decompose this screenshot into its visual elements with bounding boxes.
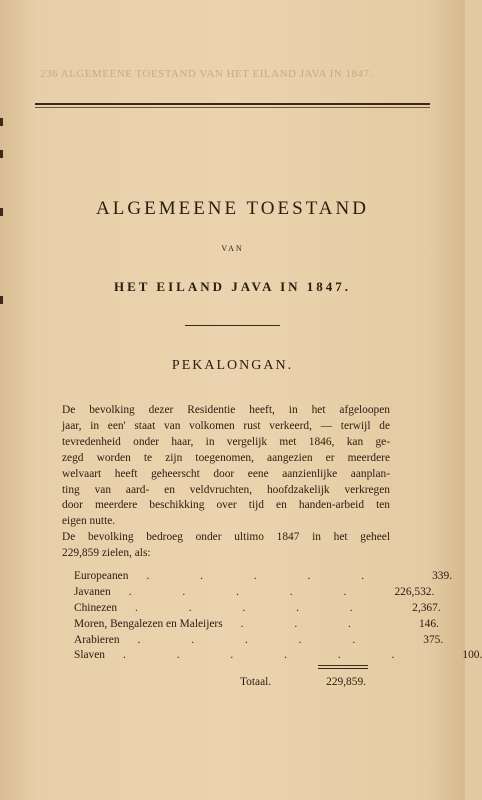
binding-mark — [0, 150, 3, 158]
paragraph-population-state — [62, 403, 390, 530]
text-line: ting van aard- en veldvruchten, hoofdzakelijk verkregen — [62, 483, 390, 496]
header-double-rule — [35, 103, 430, 105]
population-row — [74, 601, 441, 617]
text-line: eigen nutte. — [62, 515, 116, 528]
population-value: 226,532. — [394, 585, 435, 598]
leader-dots: . . . . . — [137, 633, 380, 646]
total-label: Totaal. — [240, 676, 272, 688]
population-row — [74, 585, 435, 601]
population-table — [74, 569, 482, 664]
total-row — [240, 676, 366, 688]
binding-mark — [0, 118, 3, 126]
binding-mark — [0, 296, 3, 304]
population-value: 339. — [432, 570, 453, 582]
text-line: zegd worden te zijn toegenomen, aangezien er meerdere — [62, 451, 390, 464]
title-connector: VAN — [221, 244, 244, 253]
text-line: De bevolking dezer Residentie heeft, in het afgeloopen — [62, 404, 390, 416]
population-value: 146. — [418, 617, 439, 630]
population-value: 375. — [423, 633, 444, 646]
population-group: Moren, Bengalezen en Maleijers — [74, 617, 223, 630]
text-line: jaar, in een' staat van volkomen rust verkeerd, — terwijl de — [62, 419, 390, 432]
sum-rule — [318, 665, 368, 666]
leader-dots: . . . — [240, 617, 375, 630]
population-group: Arabieren — [74, 633, 120, 646]
population-row — [74, 617, 439, 633]
paragraph-population-count — [62, 530, 390, 562]
text-line: welvaart heeft geheerscht door eene aanzienlijke aanplan- — [62, 467, 390, 480]
population-value: 2,367. — [412, 601, 441, 614]
leader-dots: . . . . . — [128, 585, 371, 598]
total-value: 229,859. — [326, 676, 366, 688]
leader-dots: . . . . . . — [123, 649, 419, 662]
section-heading: PEKALONGAN. — [171, 358, 294, 373]
population-group: Chinezen — [74, 601, 118, 614]
binding-mark — [0, 208, 3, 216]
text-line: tevredenheid onder haar, in vergelijk met 1846, kan ge- — [62, 435, 390, 448]
leader-dots: . . . . . — [135, 601, 377, 614]
population-group: Javanen — [74, 585, 111, 598]
population-row — [74, 569, 453, 585]
population-row — [74, 648, 482, 664]
page-title: ALGEMEENE TOESTAND — [96, 198, 369, 219]
text-line: De bevolking bedroeg onder ultimo 1847 in het geheel — [62, 531, 390, 544]
text-line: 229,859 zielen, als: — [62, 547, 151, 560]
bleed-through-text: 236 ALGEMEENE TOESTAND VAN HET EILAND JAVA IN 1847. — [40, 68, 373, 80]
text-line: door meerdere beschikking over tijd en handen-arbeid ten — [62, 499, 390, 512]
population-group: Slaven — [74, 649, 106, 662]
page-subtitle: HET EILAND JAVA IN 1847. — [113, 279, 352, 294]
leader-dots: . . . . . — [146, 570, 389, 582]
population-value: 100. — [462, 649, 482, 662]
body-text — [62, 403, 390, 562]
population-group: Europeanen — [74, 570, 129, 582]
population-row — [74, 633, 444, 649]
separator-rule — [185, 325, 280, 326]
